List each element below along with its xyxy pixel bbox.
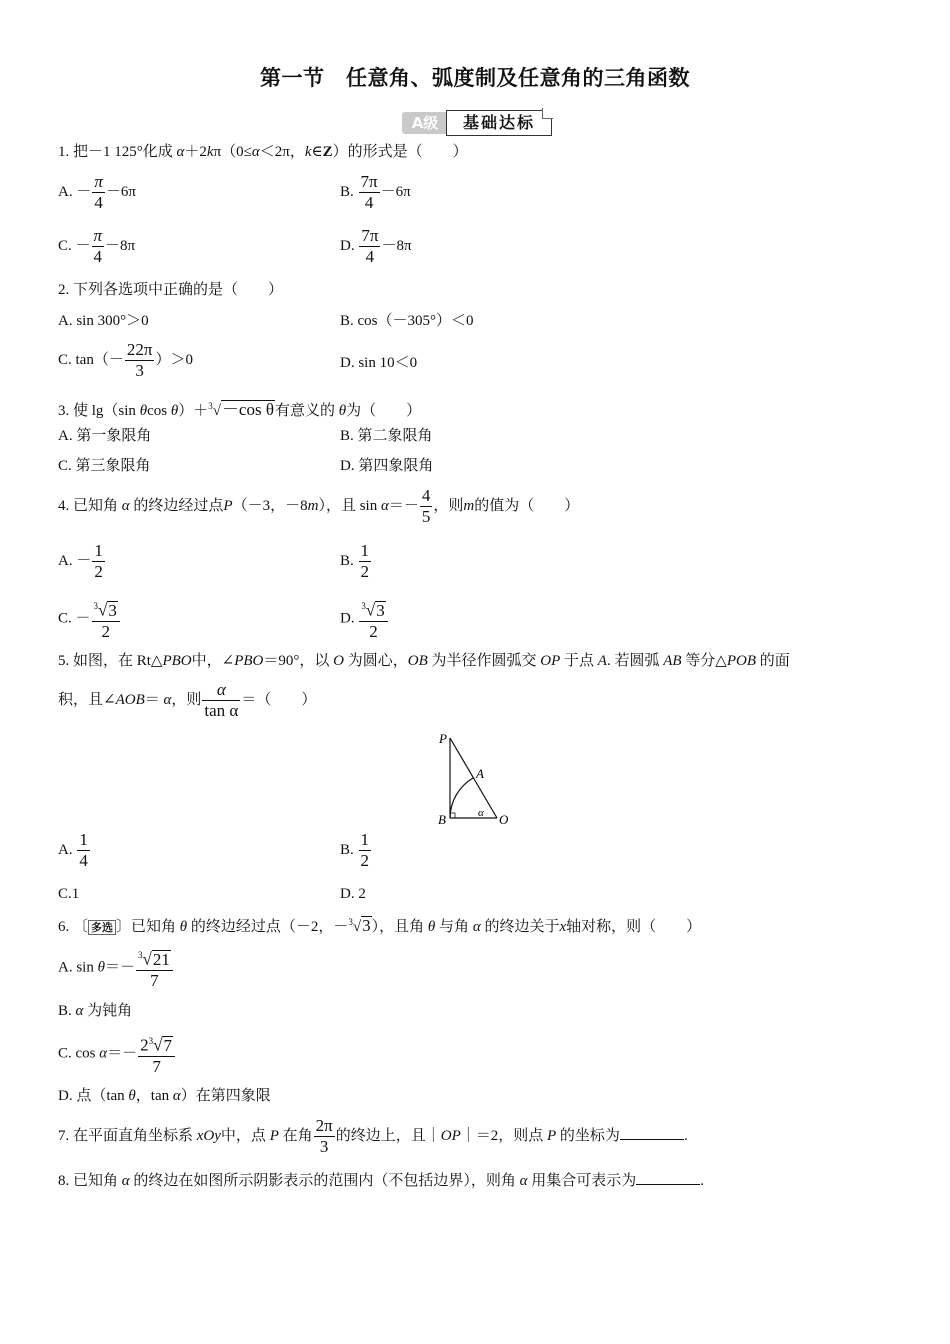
question-8-stem: 8. 已知角 α 的终边在如图所示阴影表示的范围内（不包括边界），则角 α 用集合可表示为 . [58, 1170, 704, 1191]
question-2-option-c: C. tan（－ $\frac{22\pi}{3}$ ）＞0 [58, 340, 193, 380]
question-2-option-b: B. cos（－305°）＜0 [340, 313, 474, 329]
fraction: $\frac{7\pi}{4}$ [361, 226, 379, 266]
fraction: $\frac{1}{2}$ [94, 541, 103, 581]
answer-blank[interactable] [620, 1125, 684, 1140]
cube-root: －cos θ [221, 400, 274, 419]
question-6-option-b: B. α 为钝角 [58, 1003, 133, 1019]
question-1-option-d: D. $\frac{7\pi}{4}$ －8π [340, 226, 412, 266]
corner-fold-icon [542, 108, 553, 119]
question-3-option-b: B. 第二象限角 [340, 428, 433, 444]
question-6-option-d: D. 点（tan θ，tan α）在第四象限 [58, 1088, 271, 1104]
fraction: $\frac{^3√3}{2}$ [359, 596, 387, 642]
question-5-option-b: B. $\frac{1}{2}$ [340, 830, 370, 870]
section-title: 第一节 任意角、弧度制及任意角的三角函数 [260, 66, 690, 90]
question-3-option-a: A. 第一象限角 [58, 428, 152, 444]
question-2-option-a: A. sin 300°＞0 [58, 313, 149, 329]
question-6-stem: 6. 〔 多选 〕已知角 θ 的终边经过点（－2，－$^3$√3），且角 θ 与角 α 的终边关于x轴对称，则（ ） [58, 916, 702, 935]
question-3-option-d: D. 第四象限角 [340, 458, 434, 474]
multi-choice-tag: 多选 [88, 920, 116, 935]
question-3-option-c: C. 第三象限角 [58, 458, 151, 474]
level-tag: A级 [402, 112, 448, 134]
fraction: $\frac{7\pi}{4}$ [360, 172, 378, 212]
question-5-option-d: D. 2 [340, 886, 366, 902]
fraction: $\frac{^3√21}{7}$ [136, 945, 173, 991]
label-b: B [438, 812, 446, 827]
question-2-option-d: D. sin 10＜0 [340, 355, 418, 371]
side-po [450, 738, 497, 818]
question-1-option-c: C. － $\frac{\pi}{4}$ －8π [58, 226, 136, 266]
label-p: P [439, 731, 447, 746]
fraction: $\frac{1}{2}$ [360, 541, 370, 581]
question-4-option-a: A. － $\frac{1}{2}$ [58, 541, 103, 581]
level-name: 基础达标 [446, 110, 552, 136]
question-6-option-a: A. sin θ＝－ $\frac{^3√21}{7}$ [58, 945, 174, 991]
fraction: $\frac{1}{2}$ [360, 830, 370, 870]
question-5-option-a: A. $\frac{1}{4}$ [58, 830, 88, 870]
fraction: $\frac{\alpha}{\text{tan α}}$ [204, 680, 239, 720]
question-4-option-b: B. $\frac{1}{2}$ [340, 541, 370, 581]
question-5-stem-line1: 5. 如图，在 Rt△PBO中，∠PBO＝90°，以 O 为圆心，OB 为半径作圆弧交 OP 于点 A. 若圆弧 AB 等分△POB 的面 [58, 653, 790, 669]
question-5-option-c: C.1 [58, 886, 80, 902]
fraction: $\frac{\pi}{4}$ [94, 172, 103, 212]
question-3-stem: 3. 使 lg（sin θcos θ）＋$^3$√－cos θ有意义的 θ为（ ） [58, 400, 422, 419]
label-alpha: α [478, 807, 484, 819]
question-5-stem-line2: 积，且∠AOB＝ α，则 $\frac{\alpha}{\text{tan α}}$ ＝（ ） [58, 680, 317, 720]
fraction: $\frac{2^3√7}{7}$ [138, 1031, 175, 1077]
fraction: $\frac{2\pi}{3}$ [315, 1116, 333, 1156]
fraction: $\frac{22\pi}{3}$ [126, 340, 153, 380]
question-1-stem: 1. 把－1 125°化成 α＋2kπ（0≤α＜2π，k∈Z）的形式是（ ） [58, 144, 468, 160]
label-a: A [476, 766, 484, 781]
triangle-arc-figure [430, 728, 520, 830]
question-1-option-a: A. － $\frac{\pi}{4}$ －6π [58, 172, 136, 212]
label-o: O [499, 812, 509, 827]
arc-ab [450, 778, 473, 818]
fraction: $\frac{4}{5}$ [421, 486, 431, 526]
question-7-stem: 7. 在平面直角坐标系 xOy中，点 P 在角 $\frac{2\pi}{3}$ 的终边上，且｜OP｜＝2，则点 P 的坐标为 . [58, 1116, 688, 1156]
fraction: $\frac{1}{4}$ [79, 830, 88, 870]
answer-blank[interactable] [636, 1170, 700, 1185]
question-6-option-c: C. cos α＝－ $\frac{2^3√7}{7}$ [58, 1031, 176, 1077]
question-1-option-b: B. $\frac{7\pi}{4}$ －6π [340, 172, 411, 212]
question-4-stem: 4. 已知角 α 的终边经过点P（－3，－8m），且 sin α＝－ $\frac{4}{5}$ ，则m的值为（ ） [58, 486, 580, 526]
question-2-stem: 2. 下列各选项中正确的是（ ） [58, 282, 284, 298]
question-4-option-d: D. $\frac{^3√3}{2}$ [340, 596, 389, 642]
fraction: $\frac{\pi}{4}$ [93, 226, 103, 266]
fraction: $\frac{^3√3}{2}$ [92, 596, 120, 642]
question-4-option-c: C. － $\frac{^3√3}{2}$ [58, 596, 121, 642]
